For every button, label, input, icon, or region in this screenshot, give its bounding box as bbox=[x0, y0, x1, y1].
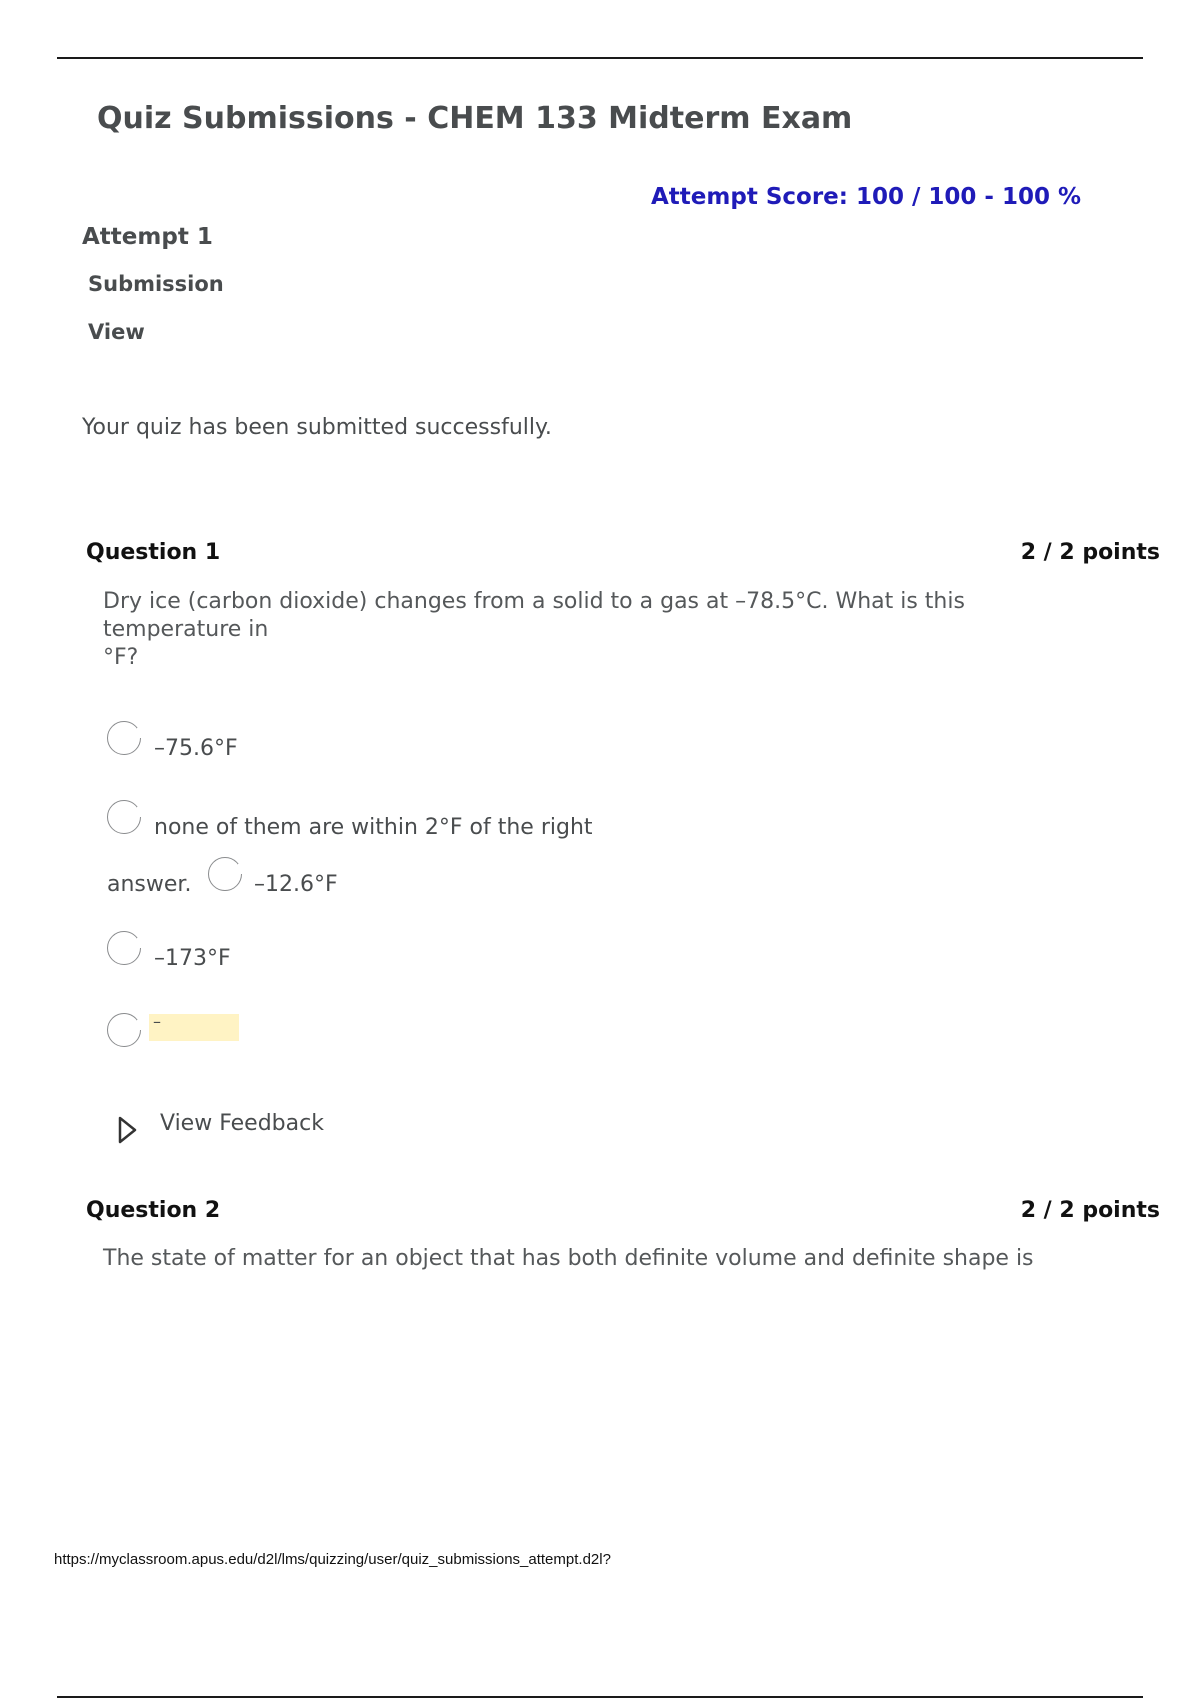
option-3-label: –12.6°F bbox=[254, 872, 338, 897]
radio-unchecked-icon[interactable] bbox=[208, 857, 242, 891]
bottom-divider bbox=[57, 1696, 1143, 1698]
radio-unchecked-icon[interactable] bbox=[107, 800, 141, 834]
question-1-points: 2 / 2 points bbox=[1020, 540, 1160, 565]
question-1-text-unit: °F? bbox=[103, 645, 139, 670]
option-2-label-continued: answer. bbox=[107, 872, 192, 897]
question-1-text: Dry ice (carbon dioxide) changes from a solid to a gas at –78.5°C. What is this temperature in bbox=[103, 589, 965, 642]
question-2-text: The state of matter for an object that has both definite volume and definite shape is bbox=[103, 1246, 1034, 1271]
top-divider bbox=[57, 57, 1143, 59]
question-2-points: 2 / 2 points bbox=[1020, 1198, 1160, 1223]
submission-view-link-line2[interactable]: View bbox=[88, 320, 145, 344]
radio-unchecked-icon[interactable] bbox=[107, 1013, 141, 1047]
view-feedback-link[interactable]: View Feedback bbox=[160, 1111, 324, 1136]
option-4-label: –173°F bbox=[154, 946, 231, 971]
option-5-label: – bbox=[153, 1012, 161, 1031]
attempt-heading: Attempt 1 bbox=[82, 224, 213, 250]
radio-unchecked-icon[interactable] bbox=[107, 721, 141, 755]
triangle-right-icon[interactable] bbox=[117, 1115, 139, 1145]
attempt-score: Attempt Score: 100 / 100 - 100 % bbox=[651, 184, 1082, 210]
question-1-title: Question 1 bbox=[86, 540, 221, 565]
submit-success-message: Your quiz has been submitted successfully. bbox=[82, 415, 552, 440]
radio-unchecked-icon[interactable] bbox=[107, 931, 141, 965]
option-1-label: –75.6°F bbox=[154, 736, 238, 761]
option-5-highlight bbox=[149, 1014, 239, 1041]
footer-url: https://myclassroom.apus.edu/d2l/lms/quizzing/user/quiz_submissions_attempt.d2l? bbox=[54, 1551, 611, 1568]
submission-view-link[interactable]: Submission bbox=[88, 272, 224, 296]
question-2-title: Question 2 bbox=[86, 1198, 221, 1223]
page-title: Quiz Submissions - CHEM 133 Midterm Exam bbox=[97, 101, 853, 136]
option-2-label: none of them are within 2°F of the right bbox=[154, 815, 593, 840]
